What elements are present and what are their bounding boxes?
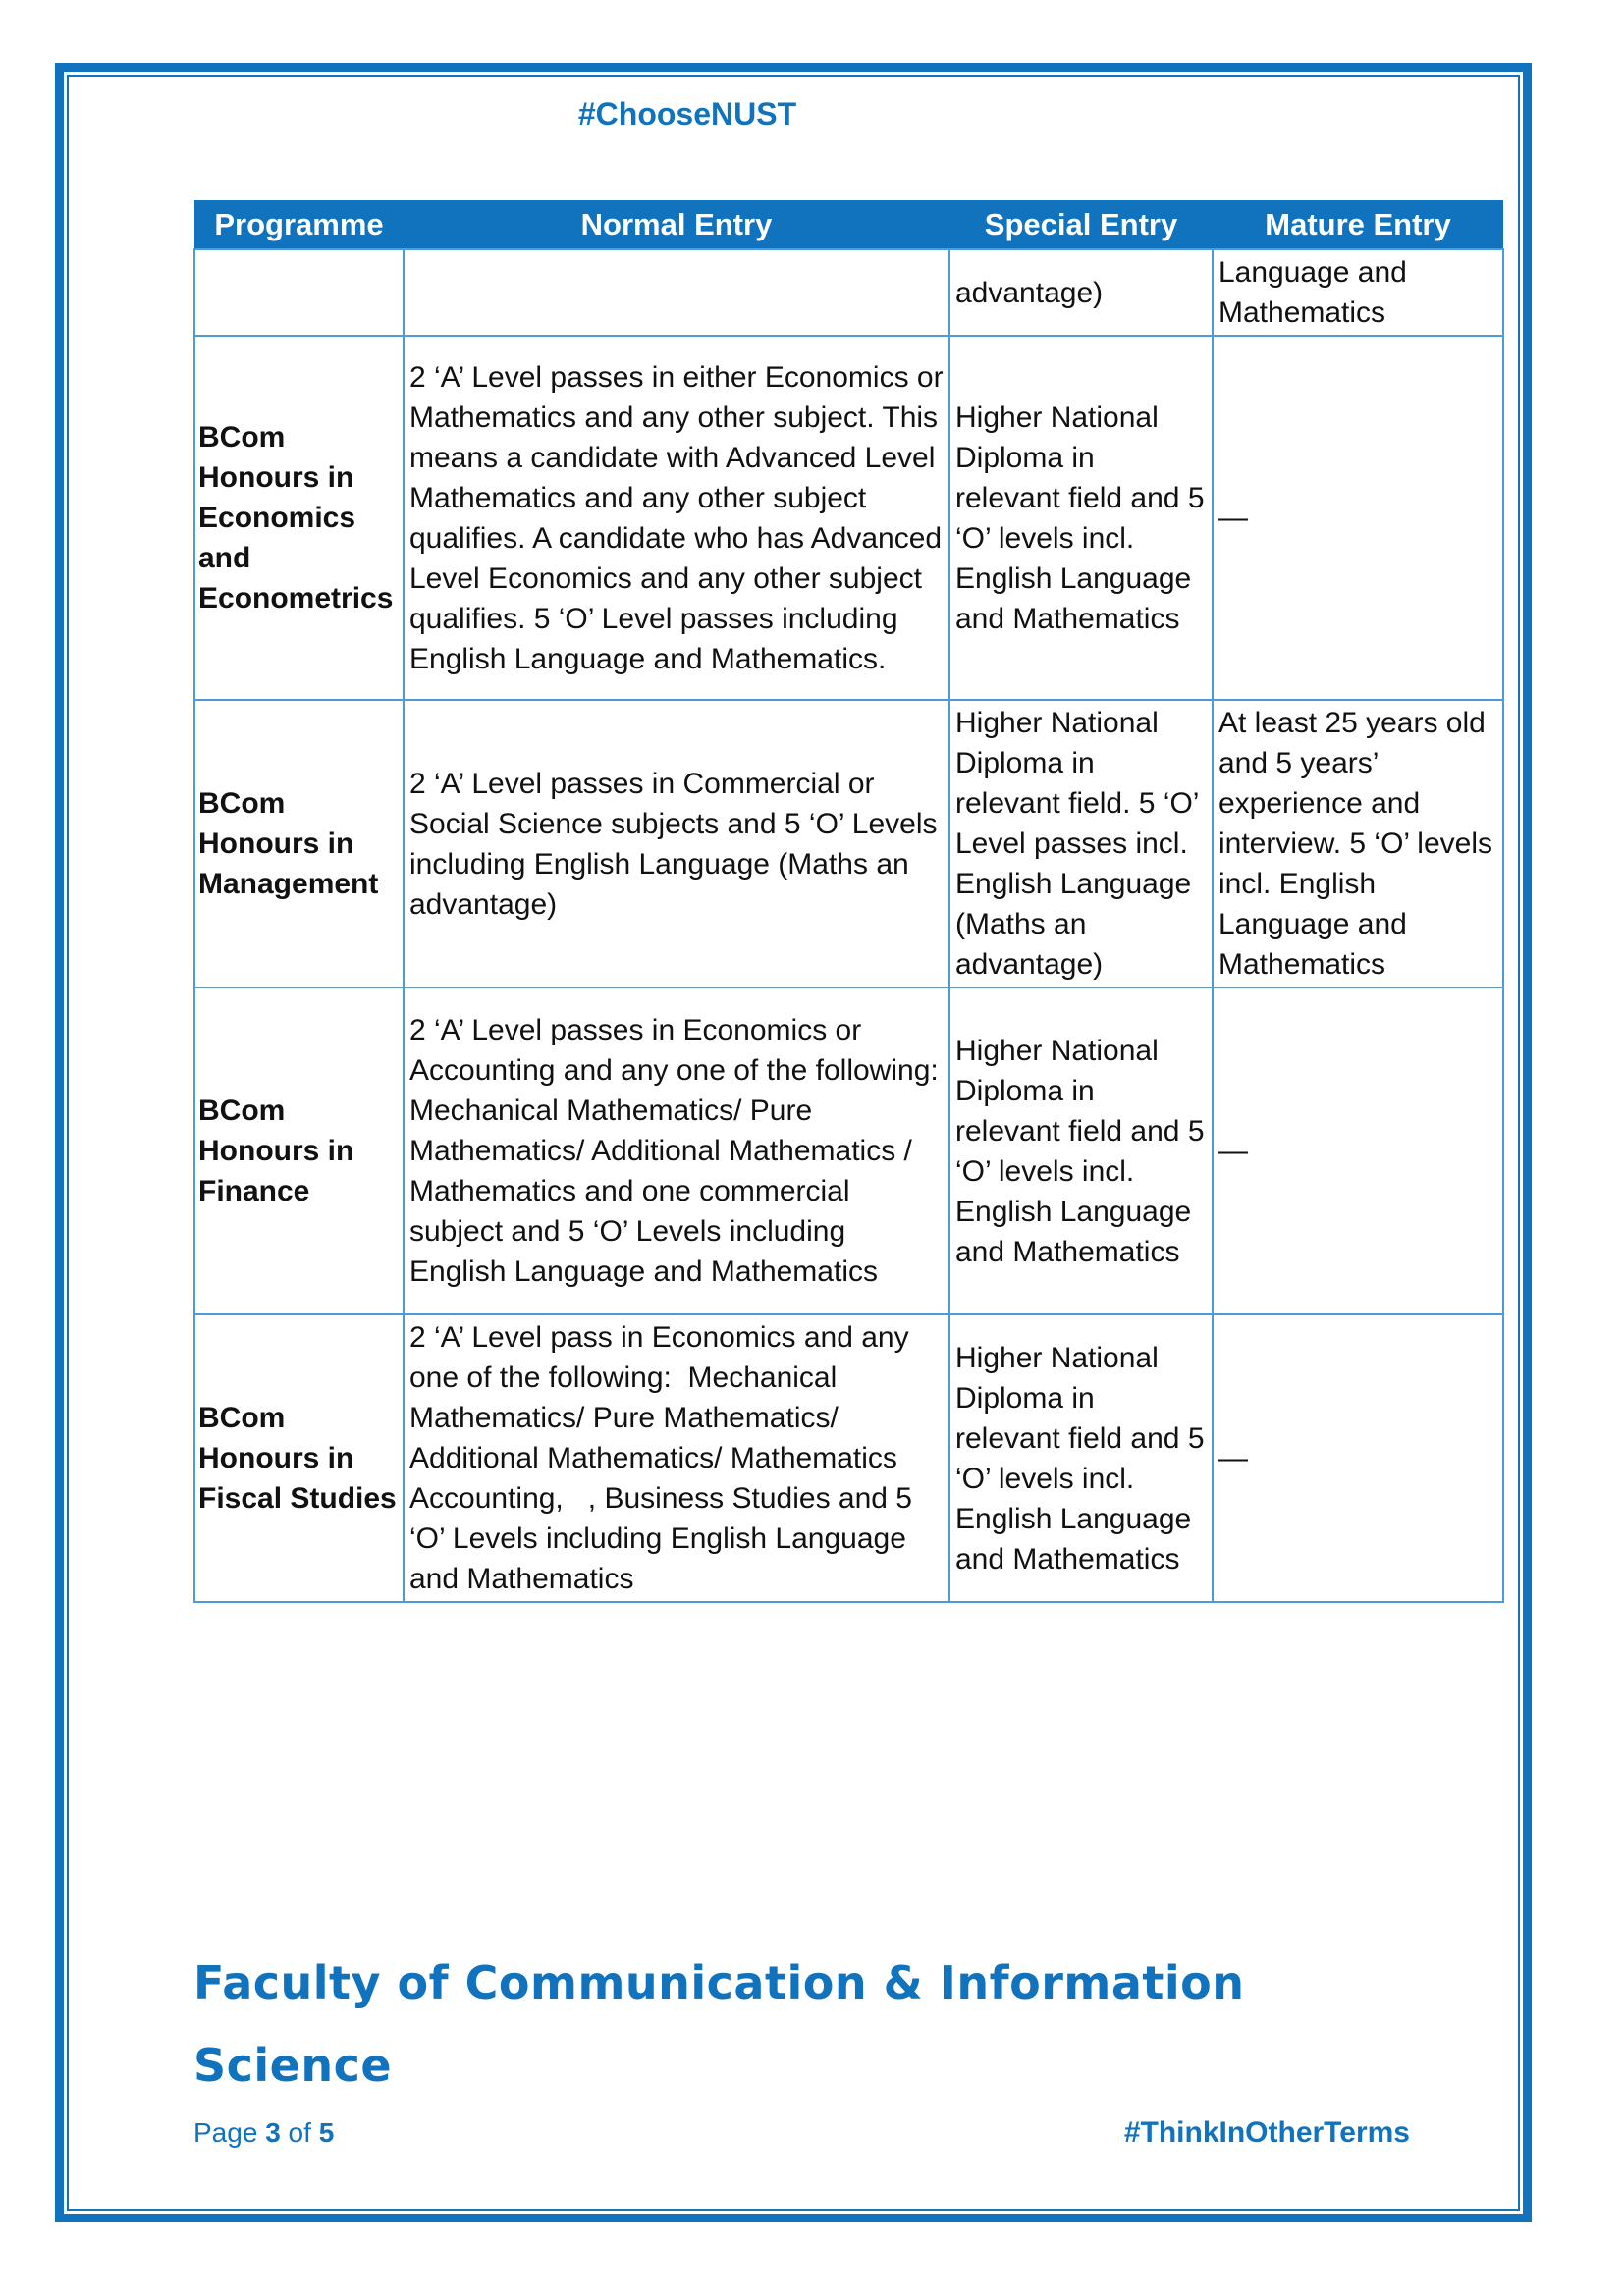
of-word: of <box>280 2117 319 2148</box>
cell-normal-entry <box>404 249 949 336</box>
table-row <box>194 1314 1503 1602</box>
page-footer <box>193 2116 1410 2150</box>
cell-special-entry: Higher National Diploma in relevant field and 5 ‘O’ levels incl. English Language and Mathematics <box>949 1314 1213 1602</box>
footer-hashtag: #ThinkInOtherTerms <box>1123 2116 1410 2149</box>
table-row <box>194 249 1503 336</box>
header-cell-programme: Programme <box>194 200 404 249</box>
cell-programme: BCom Honours in Finance <box>194 988 404 1314</box>
header-cell-special-entry: Special Entry <box>949 200 1213 249</box>
cell-mature-entry: At least 25 years old and 5 years’ experience and interview. 5 ‘O’ levels incl. English Language and Mathematics <box>1213 700 1503 988</box>
page-word: Page <box>193 2117 258 2148</box>
cell-special-entry: Higher National Diploma in relevant field and 5 ‘O’ levels incl. English Language and Mathematics <box>949 988 1213 1314</box>
cell-normal-entry: 2 ‘A’ Level pass in Economics and any one of the following: Mechanical Mathematics/ Pure Mathematics/ Additional Mathematics/ Mathematics Accounting, , Business Studies and 5 ‘O’ Levels including English Language and Mathematics <box>404 1314 949 1602</box>
programmes-table <box>193 200 1504 1603</box>
table-row <box>194 336 1503 700</box>
page-number-indicator <box>193 2117 334 2149</box>
cell-programme: BCom Honours in Economics and Econometrics <box>194 336 404 700</box>
cell-mature-entry: — <box>1213 336 1503 700</box>
cell-special-entry: advantage) <box>949 249 1213 336</box>
table-row <box>194 700 1503 988</box>
header-cell-normal-entry: Normal Entry <box>404 200 949 249</box>
faculty-section-heading: Faculty of Communication & Information Science <box>193 1956 1245 2092</box>
cell-normal-entry: 2 ‘A’ Level passes in either Economics or Mathematics and any other subject. This means a candidate with Advanced Level Mathematics and any other subject qualifies. A candidate who has Advanced Level Economics and any other subject qualifies. 5 ‘O’ Level passes including English Language and Mathematics. <box>404 336 949 700</box>
page-total: 5 <box>318 2117 335 2148</box>
cell-programme: BCom Honours in Management <box>194 700 404 988</box>
page-title-hashtag: #ChooseNUST <box>577 96 797 132</box>
table-row <box>194 988 1503 1314</box>
cell-mature-entry: Language and Mathematics <box>1213 249 1503 336</box>
header-cell-mature-entry: Mature Entry <box>1213 200 1503 249</box>
cell-normal-entry: 2 ‘A’ Level passes in Economics or Accounting and any one of the following: Mechanical Mathematics/ Pure Mathematics/ Additional Mathematics / Mathematics and one commercial subject and 5 ‘O’ Levels including English Language and Mathematics <box>404 988 949 1314</box>
cell-special-entry: Higher National Diploma in relevant field and 5 ‘O’ levels incl. English Language and Mathematics <box>949 336 1213 700</box>
table-header-row <box>194 200 1503 249</box>
cell-programme: BCom Honours in Fiscal Studies <box>194 1314 404 1602</box>
cell-mature-entry: — <box>1213 1314 1503 1602</box>
cell-normal-entry: 2 ‘A’ Level passes in Commercial or Social Science subjects and 5 ‘O’ Levels including English Language (Maths an advantage) <box>404 700 949 988</box>
cell-programme <box>194 249 404 336</box>
page-number: 3 <box>265 2117 281 2148</box>
cell-mature-entry: — <box>1213 988 1503 1314</box>
cell-special-entry: Higher National Diploma in relevant field. 5 ‘O’ Level passes incl. English Language (Maths an advantage) <box>949 700 1213 988</box>
